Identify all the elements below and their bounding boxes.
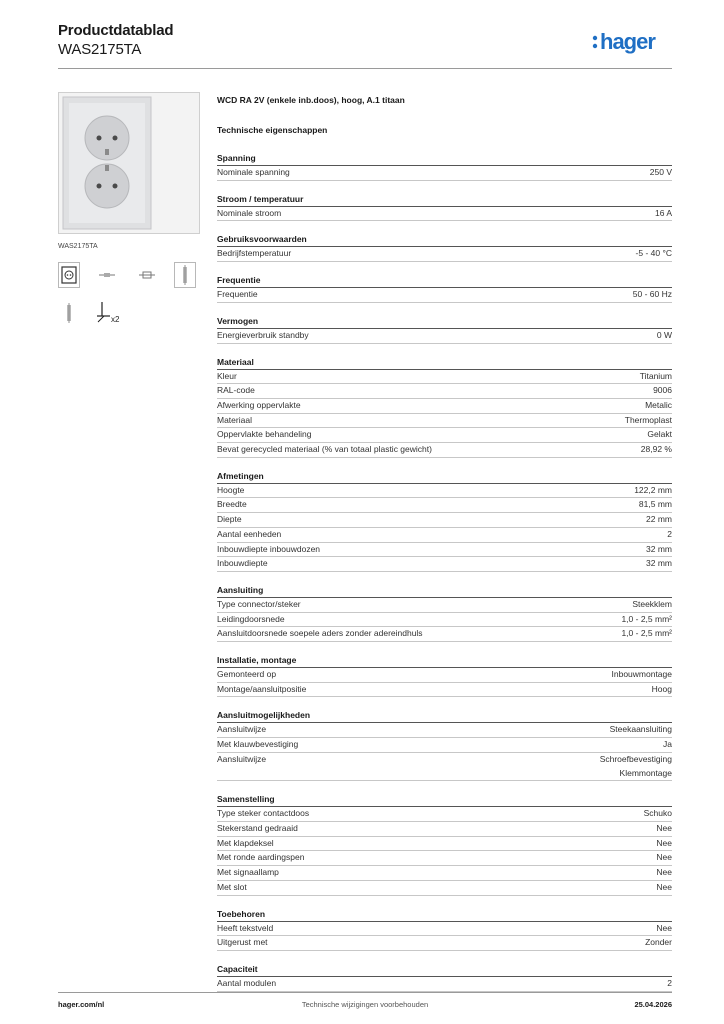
footer-website: hager.com/nl [58,1000,105,1009]
spec-section-title: Aansluitmogelijkheden [217,708,672,723]
spec-row [217,753,672,781]
spec-row [217,683,672,698]
spec-row [217,484,672,499]
spec-label: Bevat gerecycled materiaal (% van totaal plastic gewicht) [217,444,432,455]
spec-value: 0 W [656,329,672,340]
spec-row [217,513,672,528]
spec-section [217,232,672,262]
spec-value: Steekklem [632,598,672,609]
spec-label: Type connector/steker [217,598,301,609]
svg-text:x2: x2 [111,315,120,324]
spec-section-title: Samenstelling [217,792,672,807]
spec-label: Aantal modulen [217,977,277,988]
spec-value: Zonder [645,937,672,948]
spec-row [217,414,672,429]
spec-row [217,498,672,513]
spec-section-title: Capaciteit [217,962,672,977]
spec-value: 81,5 mm [638,499,672,510]
spec-label: Met klapdeksel [217,837,274,848]
spec-label: Uitgerust met [217,937,268,948]
spec-section-title: Stroom / temperatuur [217,192,672,207]
spec-value: 2 [667,528,672,539]
spec-section [217,907,672,951]
spec-label: Bedrijfstemperatuur [217,248,292,259]
spec-value: Thermoplast [624,414,672,425]
spec-section [217,792,672,895]
spec-row [217,288,672,303]
spec-row [217,428,672,443]
spec-value: Nee [656,822,672,833]
spec-label: Aansluitdoorsnede soepele aders zonder adereindhuls [217,628,423,639]
spec-value: Titanium [639,370,672,381]
spec-value: 32 mm [646,543,672,554]
page-header [58,22,672,69]
spec-row [217,627,672,642]
spec-value: Hoog [651,683,672,694]
spec-label: Afwerking oppervlakte [217,399,301,410]
spec-row [217,528,672,543]
spec-section [217,653,672,697]
spec-row [217,598,672,613]
spec-row [217,738,672,753]
spec-label: Hoogte [217,484,245,495]
spec-value: 250 V [649,167,672,177]
spec-label: Kleur [217,370,237,381]
spec-label: Montage/aansluitpositie [217,683,307,694]
spec-value: 22 mm [646,514,672,525]
spec-row [217,329,672,344]
spec-section-title: Toebehoren [217,907,672,922]
footer-disclaimer: Technische wijzigingen voorbehouden [301,1000,429,1009]
socket-symbol-icon [58,262,80,288]
spec-content [217,95,672,1003]
spec-section [217,469,672,572]
page-footer [58,992,672,1017]
spec-label: Inbouwdiepte [217,558,268,569]
spec-row [217,613,672,628]
spec-value: Inbouwmontage [611,669,672,680]
spec-row [217,936,672,951]
earth-x2-icon [96,300,126,326]
socket-illustration [59,93,199,233]
section-heading: Technische eigenschappen [217,125,328,135]
spec-value: 122,2 mm [634,484,672,495]
spec-section [217,151,672,181]
spec-row [217,166,672,181]
spec-row [217,207,672,222]
spec-row [217,370,672,385]
spec-value: 1,0 - 2,5 mm² [621,628,672,639]
spec-value: Metalic [645,399,672,410]
spec-label: Aantal eenheden [217,528,282,539]
spec-label: Inbouwdiepte inbouwdozen [217,543,321,554]
spec-label: Met slot [217,881,247,892]
spec-section-title: Spanning [217,151,672,166]
spec-section [217,355,672,458]
spec-label: Leidingdoorsnede [217,613,285,624]
spec-row [217,837,672,852]
spec-row [217,443,672,458]
spec-row [217,851,672,866]
spec-label: Diepte [217,514,242,525]
spec-label: Nominale stroom [217,207,282,218]
spec-row [217,247,672,262]
spec-row [217,922,672,937]
spec-section-title: Afmetingen [217,469,672,484]
spec-value: 16 A [654,207,672,218]
spec-row [217,399,672,414]
spec-section-title: Gebruiksvoorwaarden [217,232,672,247]
spec-row [217,807,672,822]
footer-date: 25.04.2026 [634,1000,672,1009]
image-caption: WAS2175TA [58,243,98,250]
spec-label: Energieverbruik standby [217,329,309,340]
spec-row [217,866,672,881]
spec-section [217,192,672,222]
spec-value: Nee [656,867,672,878]
spec-row [217,557,672,572]
document-title: Productdatablad [58,22,174,39]
spec-row [217,881,672,896]
spec-value: 9006 [653,385,672,396]
spec-value: Nee [656,922,672,933]
spec-value: Ja [663,739,672,750]
spec-label: Frequentie [217,289,258,300]
spec-value: -5 - 40 °C [635,248,672,259]
spec-section [217,314,672,344]
mounting-side-icon [174,262,196,288]
spec-section-title: Installatie, montage [217,653,672,668]
spec-label: Met signaallamp [217,867,279,878]
spec-value: 1,0 - 2,5 mm² [621,613,672,624]
spec-section-title: Frequentie [217,273,672,288]
wire-clamp-icon [136,262,158,288]
spec-row [217,668,672,683]
spec-label: Materiaal [217,414,252,425]
spec-row [217,723,672,738]
spec-label: Type steker contactdoos [217,808,310,819]
spec-label: Gemonteerd op [217,669,277,680]
spec-value: Nee [656,837,672,848]
screw-terminal-icon [58,300,80,326]
spec-label: Oppervlakte behandeling [217,429,312,440]
product-name: WCD RA 2V (enkele inb.doos), hoog, A.1 titaan [217,95,405,105]
product-code: WAS2175TA [58,41,142,58]
hager-logo [592,26,672,56]
spec-value: Steekaansluiting [609,724,672,735]
spec-section [217,583,672,642]
spec-section-title: Materiaal [217,355,672,370]
spec-section-title: Vermogen [217,314,672,329]
spec-row [217,384,672,399]
spec-section [217,962,672,992]
spec-label: Met ronde aardingspen [217,852,305,863]
spec-value: 50 - 60 Hz [632,289,672,300]
spec-value: Nee [656,852,672,863]
spec-label: Breedte [217,499,247,510]
spec-label: Met klauwbevestiging [217,739,299,750]
spec-row [217,822,672,837]
spec-value: Schuko [643,808,672,819]
spec-label: Heeft tekstveld [217,922,274,933]
spec-value: 2 [667,977,672,988]
spec-value: 32 mm [646,558,672,569]
spec-section [217,273,672,303]
spec-label: Aansluitwijze [217,753,267,764]
svg-text:hager: hager [600,29,655,54]
spec-value: Schroefbevestiging Klemmontage [599,753,672,778]
spec-label: Aansluitwijze [217,724,267,735]
spec-label: Nominale spanning [217,167,290,177]
spec-section [217,708,672,781]
spec-sections [217,151,672,992]
spec-section-title: Aansluiting [217,583,672,598]
spec-label: Stekerstand gedraaid [217,822,298,833]
spec-row [217,543,672,558]
spec-label: RAL-code [217,385,255,396]
spec-row [217,977,672,992]
spec-value: Gelakt [647,429,672,440]
spec-value: Nee [656,881,672,892]
wire-strip-icon [96,262,118,288]
spec-value: 28,92 % [640,444,672,455]
product-image [58,92,200,234]
